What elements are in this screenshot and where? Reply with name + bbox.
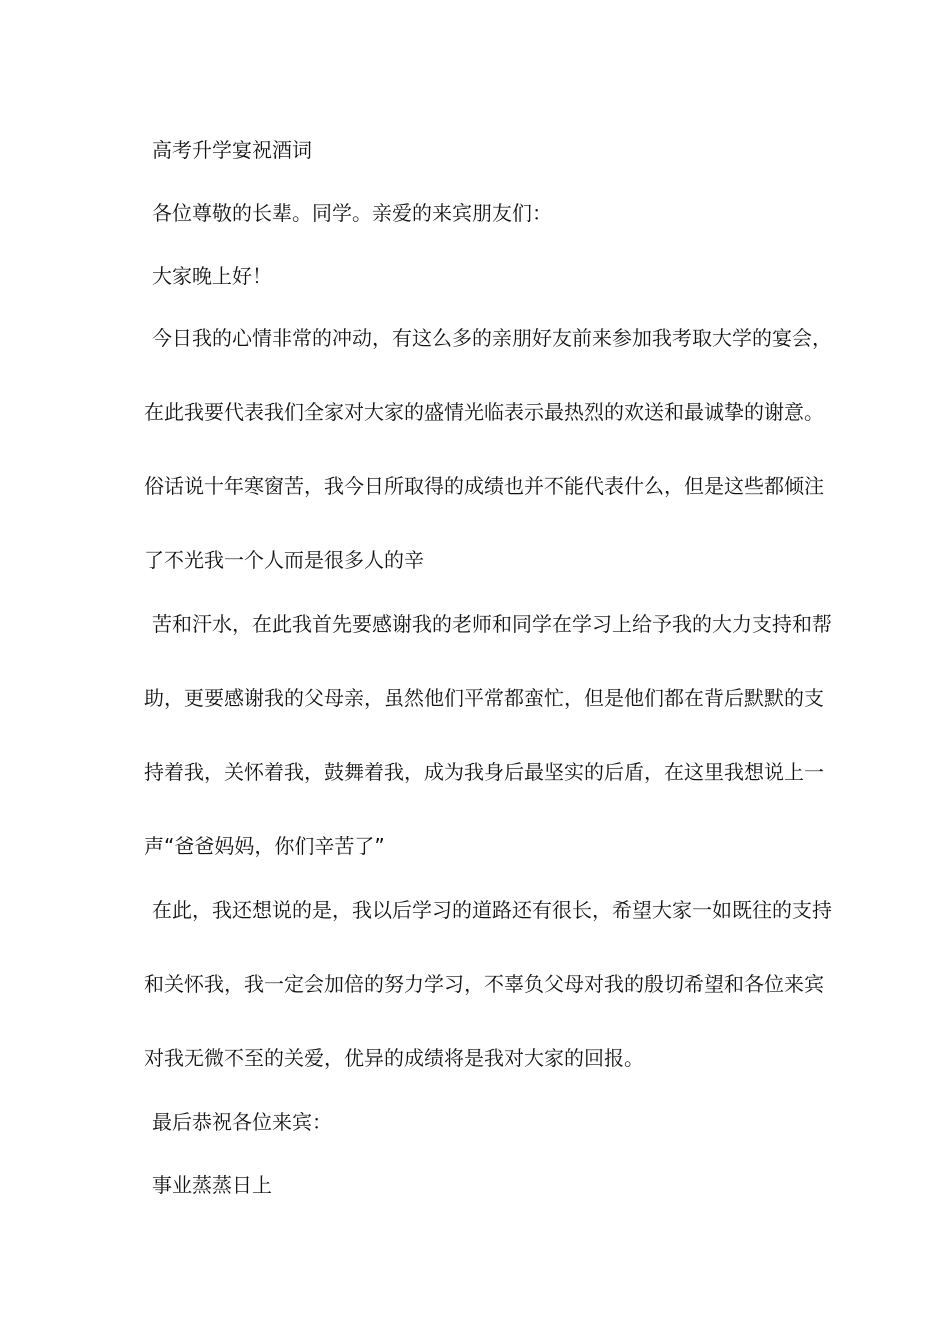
paragraph2-line1: 苦和汗水，在此我首先要感谢我的老师和同学在学习上给予我的大力支持和帮 bbox=[152, 612, 832, 636]
closing-line: 最后恭祝各位来宾： bbox=[152, 1110, 332, 1134]
paragraph2-line3: 持着我，关怀着我，鼓舞着我，成为我身后最坚实的后盾，在这里我想说上一 bbox=[144, 760, 824, 784]
wish-line: 事业蒸蒸日上 bbox=[152, 1173, 272, 1197]
paragraph1-line2: 在此我要代表我们全家对大家的盛情光临表示最热烈的欢送和最诚挚的谢意。 bbox=[144, 400, 824, 424]
paragraph1-line4: 了不光我一个人而是很多人的辛 bbox=[144, 548, 424, 572]
paragraph3-line3: 对我无微不至的关爱，优异的成绩将是我对大家的回报。 bbox=[144, 1046, 644, 1070]
greeting-line: 各位尊敬的长辈。同学。亲爱的来宾朋友们： bbox=[152, 201, 552, 225]
paragraph3-line2: 和关怀我，我一定会加倍的努力学习，不辜负父母对我的殷切希望和各位来宾 bbox=[144, 972, 824, 996]
paragraph1-line3: 俗话说十年寒窗苦，我今日所取得的成绩也并不能代表什么，但是这些都倾注 bbox=[144, 474, 824, 498]
salutation-line: 大家晚上好！ bbox=[152, 264, 272, 288]
paragraph3-line1: 在此，我还想说的是，我以后学习的道路还有很长，希望大家一如既往的支持 bbox=[152, 898, 832, 922]
paragraph1-line1: 今日我的心情非常的冲动，有这么多的亲朋好友前来参加我考取大学的宴会， bbox=[152, 326, 832, 350]
document-title: 高考升学宴祝酒词 bbox=[152, 138, 312, 162]
paragraph2-line4: 声“爸爸妈妈，你们辛苦了” bbox=[144, 834, 385, 858]
paragraph2-line2: 助，更要感谢我的父母亲，虽然他们平常都蛮忙，但是他们都在背后默默的支 bbox=[144, 686, 824, 710]
